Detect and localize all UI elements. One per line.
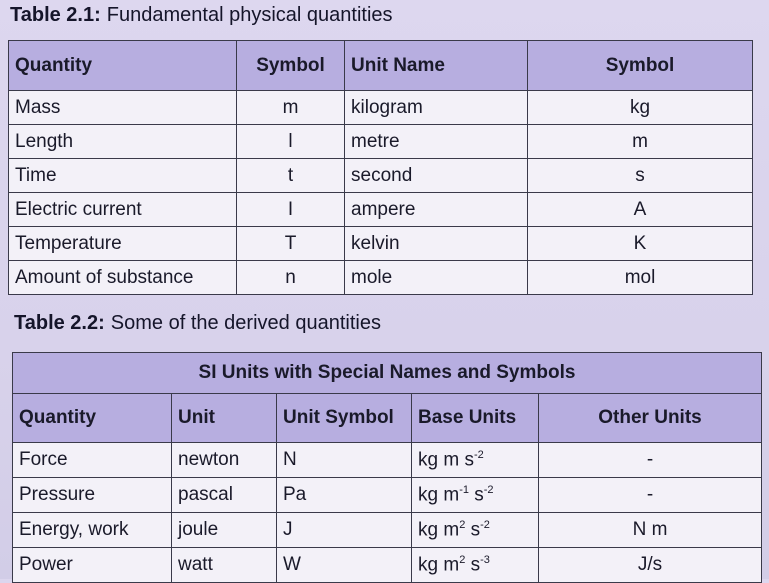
quantity-cell: Amount of substance: [9, 261, 237, 295]
table2-caption: [14, 312, 381, 335]
table2-banner: SI Units with Special Names and Symbols: [13, 353, 762, 394]
table2-header-unit-symbol: Unit Symbol: [277, 394, 412, 443]
table2-title: Some of the derived quantities: [110, 312, 381, 334]
table1-row: [9, 125, 753, 159]
table1-header-quantity: Quantity: [9, 41, 237, 91]
base-units-cell: kg m $s^{-2}$: [412, 443, 539, 478]
table2-header-other-units: Other Units: [539, 394, 762, 443]
unit-cell: newton: [172, 443, 277, 478]
unit-name-cell: kelvin: [345, 227, 528, 261]
quantity-cell: Time: [9, 159, 237, 193]
table1-header-symbol: Symbol: [237, 41, 345, 91]
symbol-cell: l: [237, 125, 345, 159]
table1-row: [9, 261, 753, 295]
quantity-cell: Energy, work: [13, 513, 172, 548]
unit-symbol-cell: mol: [528, 261, 753, 295]
table2-header-quantity: Quantity: [13, 394, 172, 443]
other-units-cell: N m: [539, 513, 762, 548]
symbol-cell: t: [237, 159, 345, 193]
other-units-cell: -: [539, 443, 762, 478]
other-units-cell: -: [539, 478, 762, 513]
unit-name-cell: mole: [345, 261, 528, 295]
quantity-cell: Length: [9, 125, 237, 159]
table1-row: [9, 159, 753, 193]
symbol-cell: I: [237, 193, 345, 227]
quantity-cell: Electric current: [9, 193, 237, 227]
table1-caption: [10, 4, 393, 27]
table2-row: [13, 513, 762, 548]
unit-name-cell: kilogram: [345, 91, 528, 125]
unit-symbol-cell: N: [277, 443, 412, 478]
unit-symbol-cell: s: [528, 159, 753, 193]
symbol-cell: T: [237, 227, 345, 261]
table1-header-unit-name: Unit Name: [345, 41, 528, 91]
quantity-cell: Force: [13, 443, 172, 478]
table2-label: Table 2.2:: [14, 312, 105, 334]
table1-header-row: [9, 41, 753, 91]
table1-label: Table 2.1:: [10, 4, 101, 26]
table2-banner-row: [13, 353, 762, 394]
table2-header-row: [13, 394, 762, 443]
quantity-cell: Pressure: [13, 478, 172, 513]
table2-header-unit: Unit: [172, 394, 277, 443]
table2-row: [13, 478, 762, 513]
table2-body: [13, 443, 762, 583]
unit-cell: watt: [172, 548, 277, 583]
table1-row: [9, 227, 753, 261]
quantity-cell: Mass: [9, 91, 237, 125]
derived-quantities-table: [12, 352, 762, 583]
unit-name-cell: ampere: [345, 193, 528, 227]
quantity-cell: Temperature: [9, 227, 237, 261]
unit-symbol-cell: J: [277, 513, 412, 548]
symbol-cell: m: [237, 91, 345, 125]
table1-row: [9, 193, 753, 227]
unit-cell: pascal: [172, 478, 277, 513]
unit-cell: joule: [172, 513, 277, 548]
table1-body: [9, 91, 753, 295]
table1-title: Fundamental physical quantities: [106, 4, 393, 26]
table2-row: [13, 443, 762, 478]
base-units-cell: kg $m^2$ $s^{-3}$: [412, 548, 539, 583]
unit-name-cell: second: [345, 159, 528, 193]
symbol-cell: n: [237, 261, 345, 295]
quantity-cell: Power: [13, 548, 172, 583]
table2-header-base-units: Base Units: [412, 394, 539, 443]
unit-symbol-cell: Pa: [277, 478, 412, 513]
base-units-cell: kg $m^{-1}$ $s^{-2}$: [412, 478, 539, 513]
unit-symbol-cell: A: [528, 193, 753, 227]
unit-symbol-cell: W: [277, 548, 412, 583]
unit-symbol-cell: kg: [528, 91, 753, 125]
unit-symbol-cell: m: [528, 125, 753, 159]
base-units-cell: kg $m^2$ $s^{-2}$: [412, 513, 539, 548]
unit-name-cell: metre: [345, 125, 528, 159]
table1-row: [9, 91, 753, 125]
unit-symbol-cell: K: [528, 227, 753, 261]
other-units-cell: J/s: [539, 548, 762, 583]
table2-row: [13, 548, 762, 583]
table1-header-unit-symbol: Symbol: [528, 41, 753, 91]
fundamental-quantities-table: [8, 40, 753, 295]
